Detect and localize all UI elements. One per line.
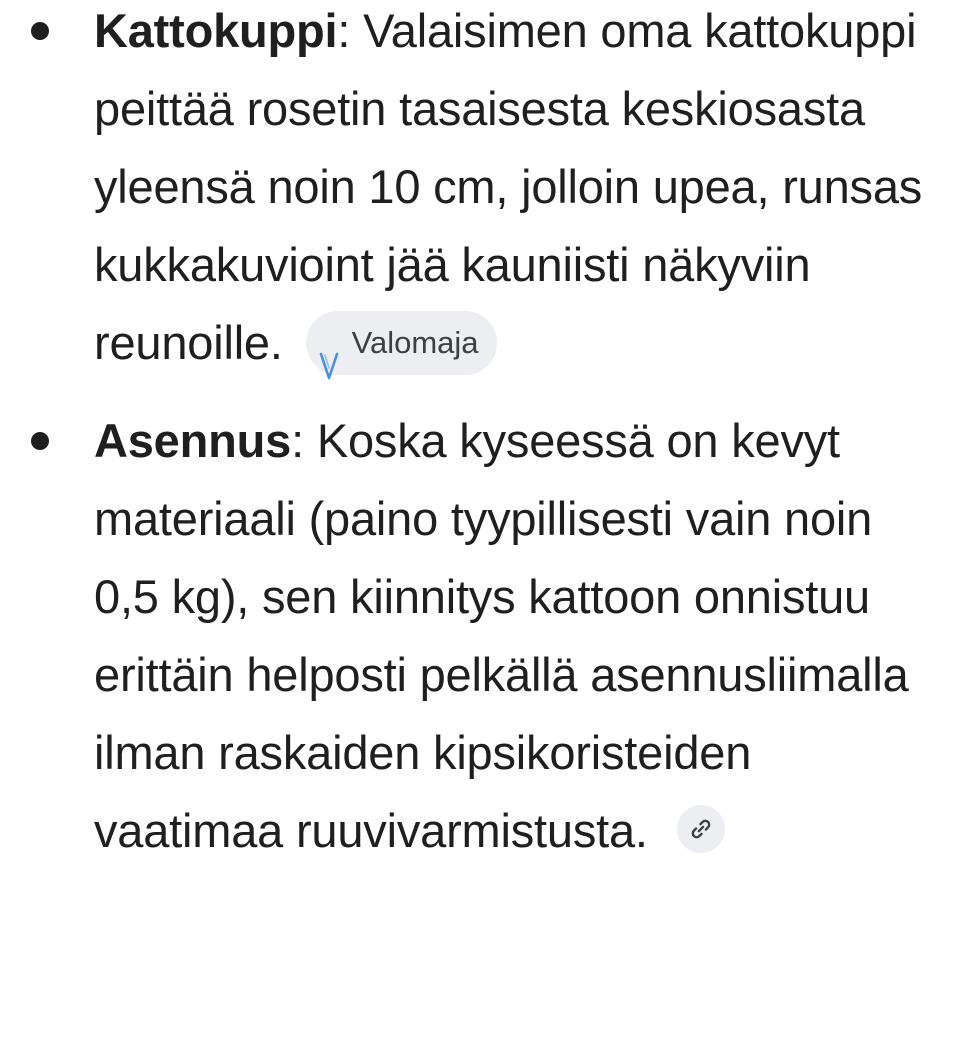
source-chip-valomaja[interactable] — [306, 311, 497, 375]
bullet-icon — [31, 22, 49, 40]
list-item-kattokuppi — [0, 0, 960, 382]
list-item-term: Asennus — [94, 414, 292, 467]
list-item-text: Koska kyseessä on kevyt materiaali (paino tyypillisesti vain noin 0,5 kg), sen kiinnitys kattoon onnistuu erittäin helposti pelkällä asennusliimalla ilman raskaiden kipsikoristeiden vaatimaa ruuvivarmistusta. — [94, 414, 909, 857]
list-item-text: Valaisimen oma kattokuppi peittää rosetin tasaisesta keskiosasta yleensä noin 10 cm, jolloin upea, runsas kukkakuvioint jää kauniisti näkyviin reunoille. — [94, 4, 923, 369]
link-icon — [688, 816, 714, 842]
list-item-term: Kattokuppi — [94, 4, 338, 57]
valomaja-logo-icon — [318, 327, 340, 359]
term-separator: : — [291, 414, 317, 467]
term-separator: : — [337, 4, 364, 57]
source-link-button[interactable] — [677, 805, 725, 853]
list-item-asennus — [0, 402, 960, 870]
bullet-icon — [31, 432, 49, 450]
source-chip-label: Valomaja — [351, 324, 479, 360]
